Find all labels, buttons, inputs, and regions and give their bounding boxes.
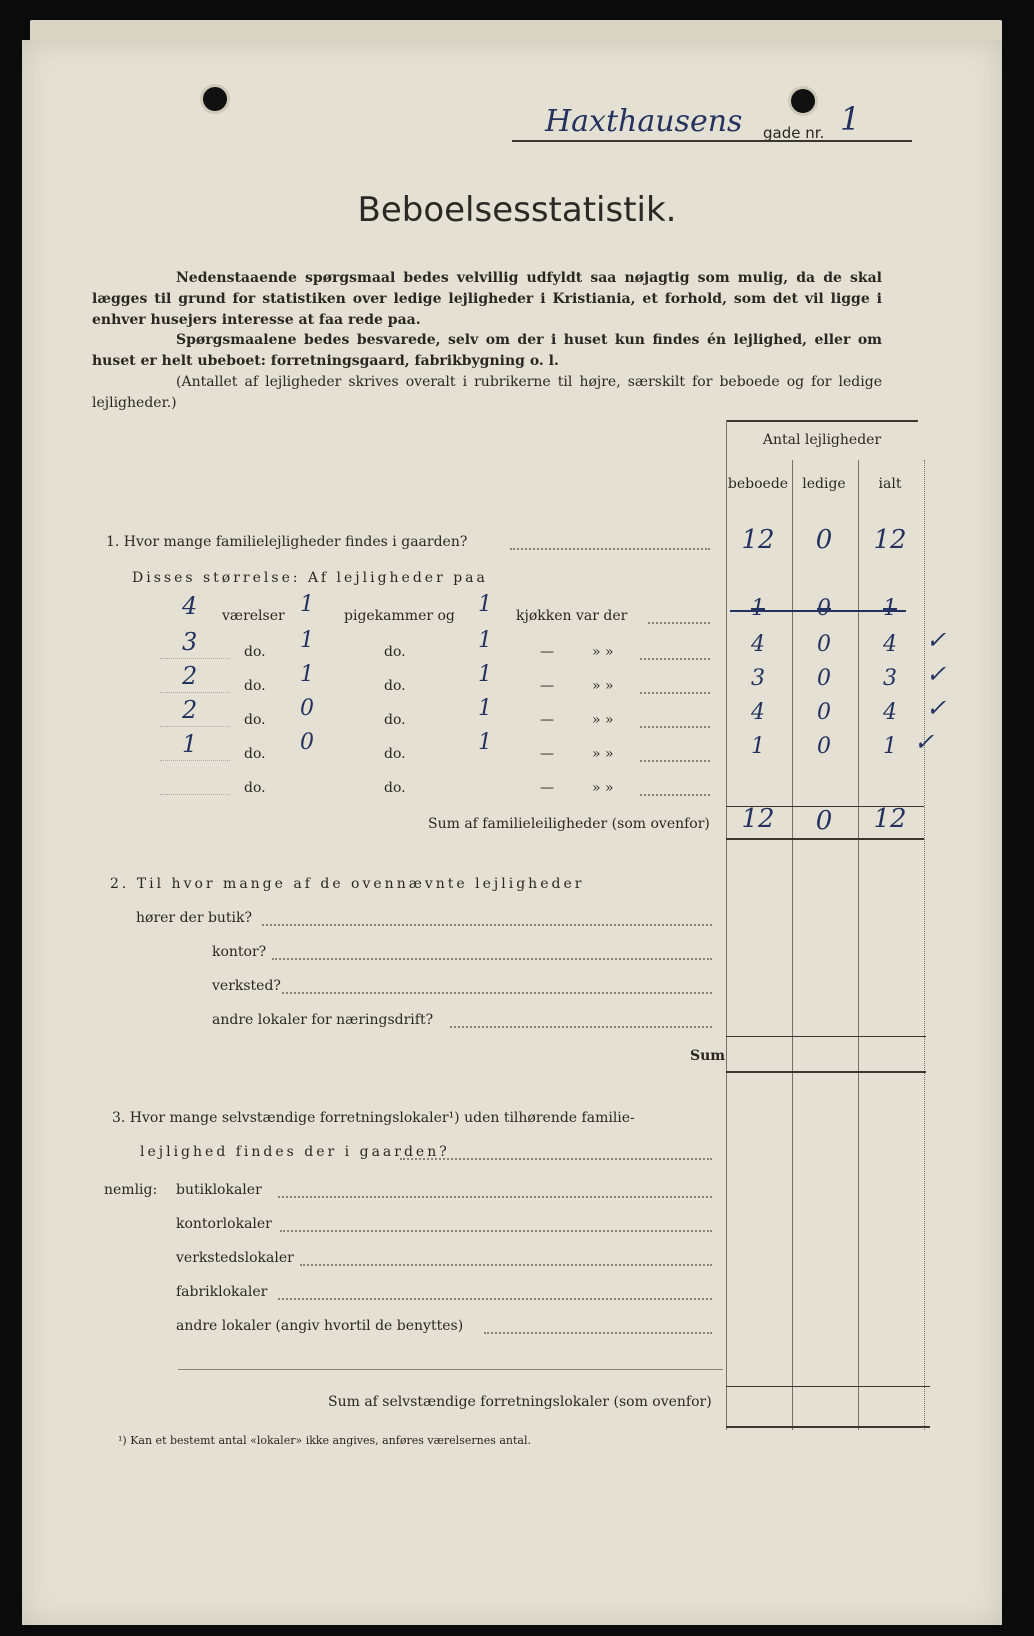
q2-item: verksted? bbox=[212, 978, 281, 994]
row-value: 4 bbox=[751, 700, 765, 725]
row-value: 4 bbox=[883, 632, 897, 657]
q1-sum-beboede: 12 bbox=[741, 804, 775, 834]
dash: — bbox=[540, 644, 554, 660]
kitchen-count: 1 bbox=[478, 628, 492, 653]
kitchen-count: 1 bbox=[478, 696, 492, 721]
street-number: 1 bbox=[840, 100, 861, 138]
kitchen-count: 1 bbox=[478, 592, 492, 617]
col-line bbox=[792, 460, 793, 1430]
q1-subheading: Disses størrelse: Af lejligheder paa bbox=[132, 570, 488, 586]
intro-p1: Nedenstaaende spørgsmaal bedes velvillig udfyldt saa nøjagtig som mulig, da de skal lægges til grund for statistiken over ledige lejligheder i Kristiania, et forhold, som det vil ligge i enhver husejers interesse at faa rede paa. bbox=[92, 270, 882, 328]
row-value: 1 bbox=[883, 596, 897, 621]
row-value: 4 bbox=[883, 700, 897, 725]
check-mark: ✓ bbox=[926, 694, 947, 722]
do-label: do. bbox=[384, 678, 406, 694]
dot-leader bbox=[510, 548, 710, 550]
kitchen-label: kjøkken var der bbox=[516, 608, 628, 624]
dot-leader bbox=[272, 958, 712, 960]
ditto: » » bbox=[592, 746, 614, 762]
q3-item: butiklokaler bbox=[176, 1182, 262, 1198]
kitchen-count: 1 bbox=[478, 730, 492, 755]
maid-label: pigekammer og bbox=[344, 608, 455, 624]
ditto: » » bbox=[592, 712, 614, 728]
dash: — bbox=[540, 678, 554, 694]
punch-hole bbox=[200, 84, 230, 114]
q2-item: hører der butik? bbox=[136, 910, 253, 926]
intro-p3: (Antallet af lejligheder skrives overalt i rubrikerne til højre, særskilt for beboede og for ledige lejligheder.) bbox=[92, 374, 882, 411]
q1-beboede: 12 bbox=[741, 525, 775, 555]
dot-leader bbox=[640, 658, 710, 660]
do-label: do. bbox=[384, 712, 406, 728]
do-label: do. bbox=[384, 644, 406, 660]
col-header-ialt: ialt bbox=[878, 476, 902, 492]
dot-leader bbox=[278, 1196, 712, 1198]
row-value: 1 bbox=[883, 734, 897, 759]
sum-rule bbox=[726, 1036, 926, 1037]
col-line bbox=[858, 460, 859, 1430]
footnote: ¹) Kan et bestemt antal «lokaler» ikke angives, anføres værelsernes antal. bbox=[118, 1434, 531, 1447]
dot-leader bbox=[300, 1264, 712, 1266]
do-label: do. bbox=[384, 746, 406, 762]
do-label: do. bbox=[244, 644, 266, 660]
check-mark: ✓ bbox=[914, 728, 935, 756]
q3-question-b: lejlighed findes der i gaarden? bbox=[140, 1144, 450, 1160]
maid-count: 0 bbox=[300, 730, 314, 755]
dash: — bbox=[540, 712, 554, 728]
check-mark: ✓ bbox=[926, 660, 947, 688]
q3-sum-label: Sum af selvstændige forretningslokaler (som ovenfor) bbox=[328, 1394, 712, 1410]
row-value: 3 bbox=[751, 666, 765, 691]
intro-p2: Spørgsmaalene bedes besvarede, selv om der i huset kun findes én lejlighed, eller om huset er helt ubeboet: forretningsgaard, fabrikbygning o. l. bbox=[92, 332, 882, 369]
row-value: 0 bbox=[817, 666, 831, 691]
sum-bottom-rule bbox=[726, 1426, 930, 1428]
dot-leader bbox=[262, 924, 712, 926]
row-value: 0 bbox=[817, 596, 831, 621]
row-value: 1 bbox=[751, 596, 765, 621]
dot-leader bbox=[280, 1230, 712, 1232]
do-label: do. bbox=[384, 780, 406, 796]
row-value: 4 bbox=[751, 632, 765, 657]
sum-rule bbox=[726, 1386, 930, 1387]
q3-item: andre lokaler (angiv hvortil de benyttes) bbox=[176, 1318, 464, 1334]
dot-leader bbox=[450, 1026, 712, 1028]
maid-count: 0 bbox=[300, 696, 314, 721]
dot-leader bbox=[484, 1332, 712, 1334]
dash: — bbox=[540, 746, 554, 762]
maid-count: 1 bbox=[300, 662, 314, 687]
gade-label: gade nr. bbox=[763, 124, 825, 142]
table-top-rule bbox=[726, 420, 918, 422]
row-value: 0 bbox=[817, 700, 831, 725]
check-mark: ✓ bbox=[926, 626, 947, 654]
dash: — bbox=[540, 780, 554, 796]
row-value: 0 bbox=[817, 734, 831, 759]
q1-ialt: 12 bbox=[873, 525, 907, 555]
q2-question: 2. Til hvor mange af de ovennævnte lejligheder bbox=[110, 876, 585, 892]
blank-line bbox=[160, 726, 230, 727]
q1-question: 1. Hvor mange familielejligheder findes i gaarden? bbox=[106, 534, 468, 550]
blank-line bbox=[160, 658, 230, 659]
row-value: 0 bbox=[817, 632, 831, 657]
punch-hole bbox=[788, 86, 818, 116]
col-header-ledige: ledige bbox=[802, 476, 846, 492]
sum-bottom-rule bbox=[726, 838, 924, 840]
col-line bbox=[726, 420, 727, 1430]
dot-leader bbox=[640, 726, 710, 728]
q3-item: verkstedslokaler bbox=[176, 1250, 294, 1266]
q2-sum-label: Sum bbox=[690, 1048, 726, 1064]
col-header-beboede: beboede bbox=[727, 476, 789, 492]
rooms-count: 4 bbox=[182, 592, 198, 620]
rooms-count: 1 bbox=[182, 730, 198, 758]
q2-item: kontor? bbox=[212, 944, 267, 960]
do-label: do. bbox=[244, 746, 266, 762]
rooms-count: 2 bbox=[182, 696, 198, 724]
q3-question-a: 3. Hvor mange selvstændige forretningslokaler¹) uden tilhørende familie- bbox=[112, 1110, 635, 1126]
do-label: do. bbox=[244, 678, 266, 694]
rooms-count: 2 bbox=[182, 662, 198, 690]
blank-line bbox=[160, 794, 230, 795]
rooms-count: 3 bbox=[182, 628, 198, 656]
table-group-header: Antal lejligheder bbox=[762, 432, 882, 448]
row-value: 1 bbox=[751, 734, 765, 759]
dot-leader bbox=[640, 794, 710, 796]
maid-count: 1 bbox=[300, 592, 314, 617]
q2-item: andre lokaler for næringsdrift? bbox=[212, 1012, 434, 1028]
dot-leader bbox=[282, 992, 712, 994]
q1-ledige: 0 bbox=[815, 525, 833, 555]
kitchen-count: 1 bbox=[478, 662, 492, 687]
dot-leader bbox=[648, 622, 710, 624]
sum-bottom-rule bbox=[726, 1071, 926, 1073]
do-label: do. bbox=[244, 780, 266, 796]
blank-line bbox=[160, 692, 230, 693]
q1-sum-label: Sum af familieleiligheder (som ovenfor) bbox=[428, 816, 710, 832]
q3-item: fabriklokaler bbox=[176, 1284, 268, 1300]
maid-count: 1 bbox=[300, 628, 314, 653]
ditto: » » bbox=[592, 780, 614, 796]
blank-line bbox=[160, 760, 230, 761]
street-name: Haxthausens bbox=[545, 104, 743, 139]
q1-sum-ialt: 12 bbox=[873, 804, 907, 834]
page-title: Beboelsesstatistik. bbox=[357, 190, 677, 230]
dot-leader bbox=[640, 760, 710, 762]
ditto: » » bbox=[592, 678, 614, 694]
col-line bbox=[924, 460, 925, 1430]
dot-leader bbox=[400, 1158, 712, 1160]
dot-leader bbox=[278, 1298, 712, 1300]
q1-sum-ledige: 0 bbox=[815, 806, 833, 836]
row-value: 3 bbox=[883, 666, 897, 691]
ditto: » » bbox=[592, 644, 614, 660]
rooms-label: værelser bbox=[222, 608, 285, 624]
q3-nemlig: nemlig: bbox=[104, 1182, 158, 1198]
address-line bbox=[512, 140, 912, 142]
strike-line bbox=[730, 610, 906, 612]
q3-rule bbox=[178, 1369, 723, 1370]
dot-leader bbox=[640, 692, 710, 694]
q3-item: kontorlokaler bbox=[176, 1216, 272, 1232]
do-label: do. bbox=[244, 712, 266, 728]
